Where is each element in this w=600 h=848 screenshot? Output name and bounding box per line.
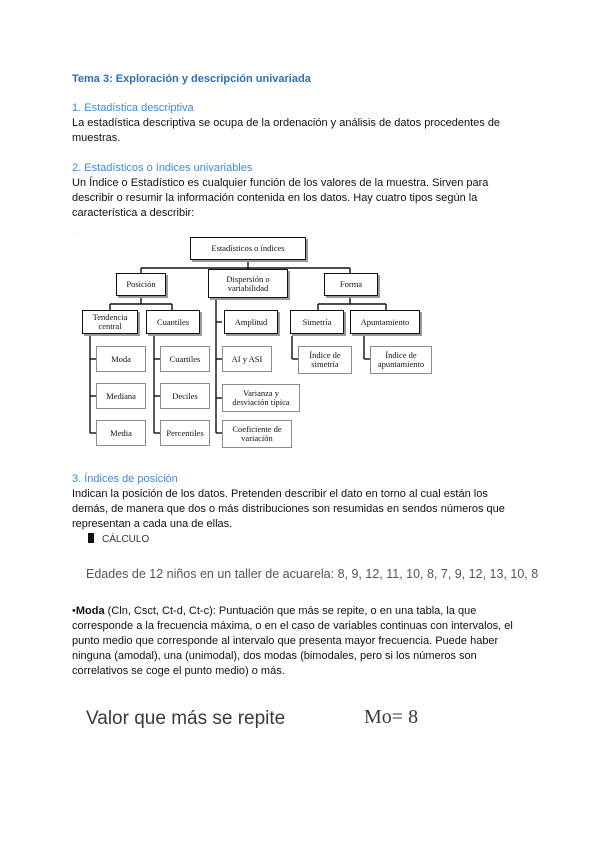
box-varianza: Varianza y desviación típica <box>222 384 300 412</box>
box-cuantiles: Cuantiles <box>146 310 200 334</box>
section-2-line-3: característica a describir: <box>72 207 195 219</box>
box-coeficiente: Coeficiente de variación <box>222 420 292 448</box>
box-estadisticos: Estadísticos o índices <box>190 237 306 260</box>
moda-line-4: ninguna (amodal), una (unimodal), dos modas (bimodales, pero si los números son <box>72 650 477 662</box>
box-ai-asi: AI y ASI <box>222 346 272 372</box>
box-mediana: Mediana <box>96 383 146 409</box>
box-apuntamiento: Apuntamiento <box>350 310 420 334</box>
box-percentiles: Percentiles <box>160 420 210 446</box>
moda-line-5: correlativos se coge el punto medio) o más. <box>72 665 285 677</box>
box-deciles: Deciles <box>160 383 210 409</box>
moda-term: Moda <box>75 605 105 617</box>
moda-caption: Valor que más se repite <box>86 708 286 729</box>
calculo-label: CÁLCULO <box>88 533 149 545</box>
page-title: Tema 3: Exploración y descripción univariada <box>72 73 311 85</box>
box-forma: Forma <box>324 273 378 296</box>
section-2-line-1: Un Índice o Estadístico es cualquier función de los valores de la muestra. Sirven para <box>72 177 489 189</box>
diagram-corner-mark: .. <box>76 230 79 236</box>
box-amplitud: Amplitud <box>224 310 278 334</box>
moda-line-1: •Moda (Cln, Csct, Ct-d, Ct-c): Puntuación que más se repite, o en una tabla, la que <box>72 605 477 617</box>
box-cuartiles: Cuartiles <box>160 346 210 372</box>
section-3-line-3: representan a cada una de ellas. <box>72 518 233 530</box>
box-posicion: Posición <box>116 273 166 296</box>
indices-diagram <box>72 228 432 454</box>
section-3-line-2: demás, de manera que dos o más distribuciones son resumidas en sendos números que <box>72 503 505 515</box>
section-3-heading: 3. Índices de posición <box>72 473 178 485</box>
moda-line-3: punto medio que corresponde al intervalo que presenta mayor frecuencia. Puede haber <box>72 635 499 647</box>
section-1-heading: 1. Estadística descriptiva <box>72 102 194 114</box>
section-1-line-2: muestras. <box>72 132 121 144</box>
ages-example: Edades de 12 niños en un taller de acuarela: 8, 9, 12, 11, 10, 8, 7, 9, 12, 13, 10, 8 <box>86 567 539 581</box>
box-dispersion: Dispersión o variabilidad <box>208 269 288 298</box>
calculo-marker-icon <box>88 533 94 543</box>
box-moda: Moda <box>96 346 146 372</box>
section-3-line-1: Indican la posición de los datos. Pretenden describir el dato en torno al cual están los <box>72 488 488 500</box>
section-1-line-1: La estadística descriptiva se ocupa de la ordenación y análisis de datos procedentes de <box>72 117 501 129</box>
section-2-heading: 2. Estadísticos o índices univariables <box>72 162 253 174</box>
box-indice-apuntamiento: Índice de apuntamiento <box>370 346 432 374</box>
box-simetria: Simetría <box>290 310 344 334</box>
box-tendencia: Tendencia central <box>82 310 138 334</box>
moda-formula: Mo= 8 <box>364 706 419 728</box>
section-2-line-2: describir o resumir la información contenida en los datos. Hay cuatro tipos según la <box>72 192 478 204</box>
box-indice-simetria: Índice de simetría <box>298 346 352 374</box>
box-media: Media <box>96 420 146 446</box>
moda-line-2: corresponde a la frecuencia máxima, o en el caso de variables continuas con intervalos, el <box>72 620 513 632</box>
